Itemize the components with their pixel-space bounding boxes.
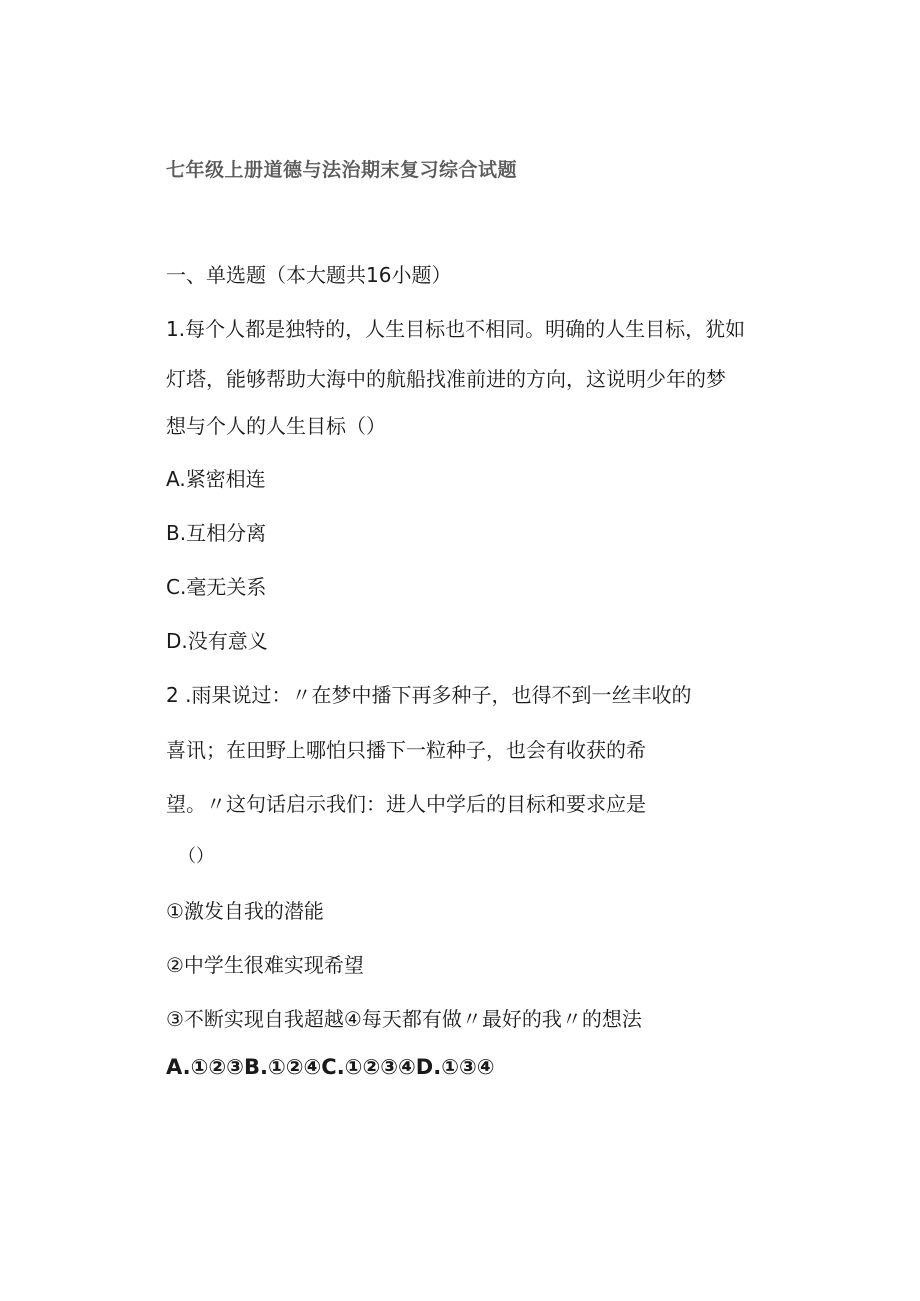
- question-1-line-1: 1.每个人都是独特的，人生目标也不相同。明确的人生目标，犹如: [166, 317, 746, 341]
- document-title: 七年级上册道德与法治期末复习综合试题: [166, 159, 518, 181]
- question-1-line-3: 想与个人的人生目标（）: [166, 414, 386, 438]
- question-2-statement-2: ②中学生很难实现希望: [166, 953, 364, 977]
- question-2-statement-1: ①激发自我的潜能: [166, 899, 324, 923]
- section-heading: 一、单选题（本大题共16小题）: [166, 263, 452, 287]
- question-2-statement-3: ③不断实现自我超越④每天都有做〃最好的我〃的想法: [166, 1007, 642, 1031]
- question-2-line-4: （）: [178, 846, 214, 867]
- question-2-line-2: 喜讯；在田野上哪怕只播下一粒种子，也会有收获的希: [166, 738, 646, 762]
- question-1-option-d: D.没有意义: [166, 629, 268, 653]
- question-1-line-2: 灯塔，能够帮助大海中的航船找准前进的方向，这说明少年的梦: [166, 367, 726, 391]
- question-2-line-3: 望。〃这句话启示我们：进人中学后的目标和要求应是: [166, 792, 646, 816]
- question-1-option-c: C.毫无关系: [166, 575, 267, 599]
- question-2-line-1: 2 .雨果说过：〃在梦中播下再多种子，也得不到一丝丰收的: [166, 683, 692, 707]
- question-2-answer-options: A.①②③B.①②④C.①②③④D.①③④: [166, 1055, 495, 1079]
- question-1-option-a: A.紧密相连: [166, 467, 266, 491]
- question-1-option-b: B.互相分离: [166, 521, 267, 545]
